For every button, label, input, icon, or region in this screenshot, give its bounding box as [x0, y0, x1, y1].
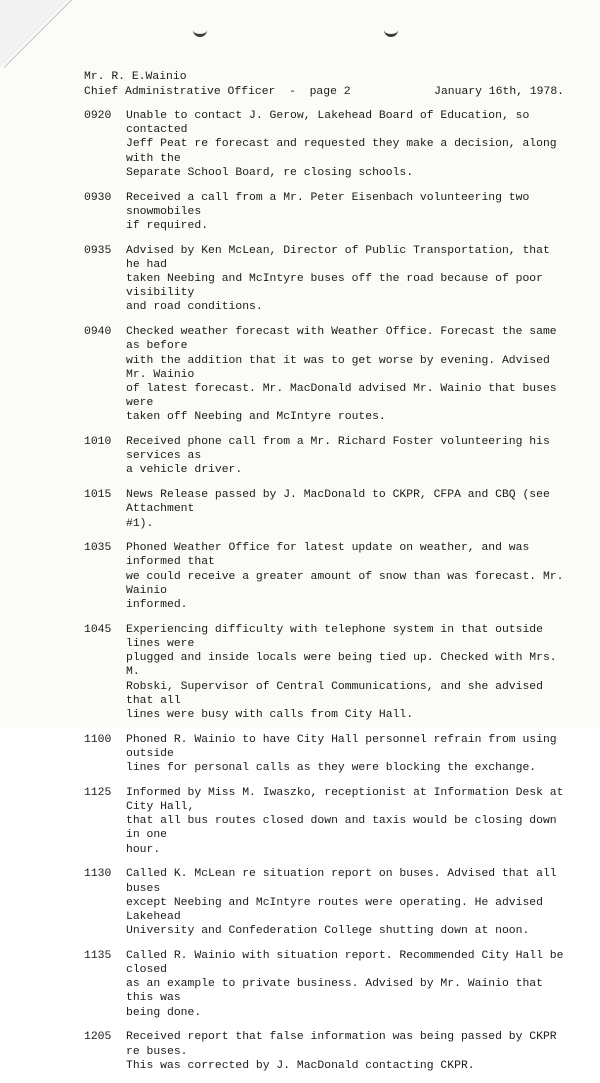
entry-time: 0930 [84, 191, 112, 204]
log-entry [84, 1030, 564, 1073]
log-entry [84, 623, 564, 722]
log-entry [84, 191, 564, 234]
entry-time: 0935 [84, 244, 112, 257]
recipient-name: Mr. R. E.Wainio [84, 71, 187, 83]
entry-text: Informed by Miss M. Iwaszko, receptionist at Information Desk at City Hall, that all bus routes closed down and taxis would be closing down in one hour. [126, 786, 564, 856]
punch-hole-left [193, 24, 207, 37]
log-entry [84, 488, 564, 531]
entry-text: News Release passed by J. MacDonald to CKPR, CFPA and CBQ (see Attachment #1). [126, 489, 550, 530]
recipient-title-page: Chief Administrative Officer - page 2 [84, 86, 351, 98]
entry-text: Experiencing difficulty with telephone system in that outside lines were plugged and inside locals were being tied up. Checked with Mrs. M. Robski, Supervisor of Central Communications, and she advised that all lines were busy with calls from City Hall. [126, 623, 557, 722]
log-entry [84, 786, 564, 857]
entry-time: 1135 [84, 949, 112, 962]
entry-text: Phoned R. Wainio to have City Hall personnel refrain from using outside lines for personal calls as they were blocking the exchange. [126, 733, 557, 775]
entry-text: Phoned Weather Office for latest update on weather, and was informed that we could receive a greater amount of snow than was forecast. Mr. Wainio informed. [126, 542, 564, 612]
punch-hole-right [384, 24, 398, 37]
log-entry [84, 867, 564, 938]
log-entry [84, 325, 564, 424]
entry-text: Received phone call from a Mr. Richard Foster volunteering his services as a vehicle driver. [126, 436, 550, 477]
letter-header [84, 70, 564, 100]
entry-time: 0940 [84, 326, 112, 339]
entry-time: 1015 [84, 489, 112, 502]
entry-text: Called R. Wainio with situation report. Recommended City Hall be closed as an example to private business. Advised by Mr. Wainio that this was being done. [126, 949, 564, 1019]
log-entry [84, 541, 564, 612]
log-entry [84, 244, 564, 315]
entry-text: Advised by Ken McLean, Director of Public Transportation, that he had taken Neebing and McIntyre buses off the road because of poor visibility and road conditions. [126, 244, 550, 314]
entry-text: Checked weather forecast with Weather Office. Forecast the same as before with the addition that it was to get worse by evening. Advised Mr. Wainio of latest forecast. Mr. MacDonald advised Mr. Wainio that buses were taken off Neebing and McIntyre routes. [126, 326, 557, 424]
entry-time: 1205 [84, 1031, 112, 1044]
entry-time: 1010 [84, 436, 112, 449]
log-entry [84, 733, 564, 776]
entry-text: Unable to contact J. Gerow, Lakehead Board of Education, so contacted Jeff Peat re forecast and requested they make a decision, along with the Separate School Board, re closing schools. [126, 110, 557, 179]
entry-text: Called K. McLean re situation report on buses. Advised that all buses except Neebing and McIntyre routes were operating. He advised Lakehead University and Confederation College shutting down at noon. [126, 868, 557, 938]
entry-time: 1100 [84, 733, 112, 746]
log-entry [84, 435, 564, 478]
entry-text: Received report that false information was being passed by CKPR re buses. This was corrected by J. MacDonald contacting CKPR. [126, 1031, 557, 1072]
entry-text: Received a call from a Mr. Peter Eisenbach volunteering two snowmobiles if required. [126, 191, 530, 232]
entry-time: 1045 [84, 623, 112, 636]
letter-date: January 16th, 1978. [434, 86, 564, 98]
log-entry [84, 949, 564, 1020]
event-log [84, 109, 564, 1083]
entry-time: 1125 [84, 786, 112, 799]
folded-corner [0, 0, 68, 68]
entry-time: 1035 [84, 542, 112, 555]
entry-time: 0920 [84, 110, 112, 122]
log-entry [84, 109, 564, 180]
entry-time: 1130 [84, 868, 112, 881]
